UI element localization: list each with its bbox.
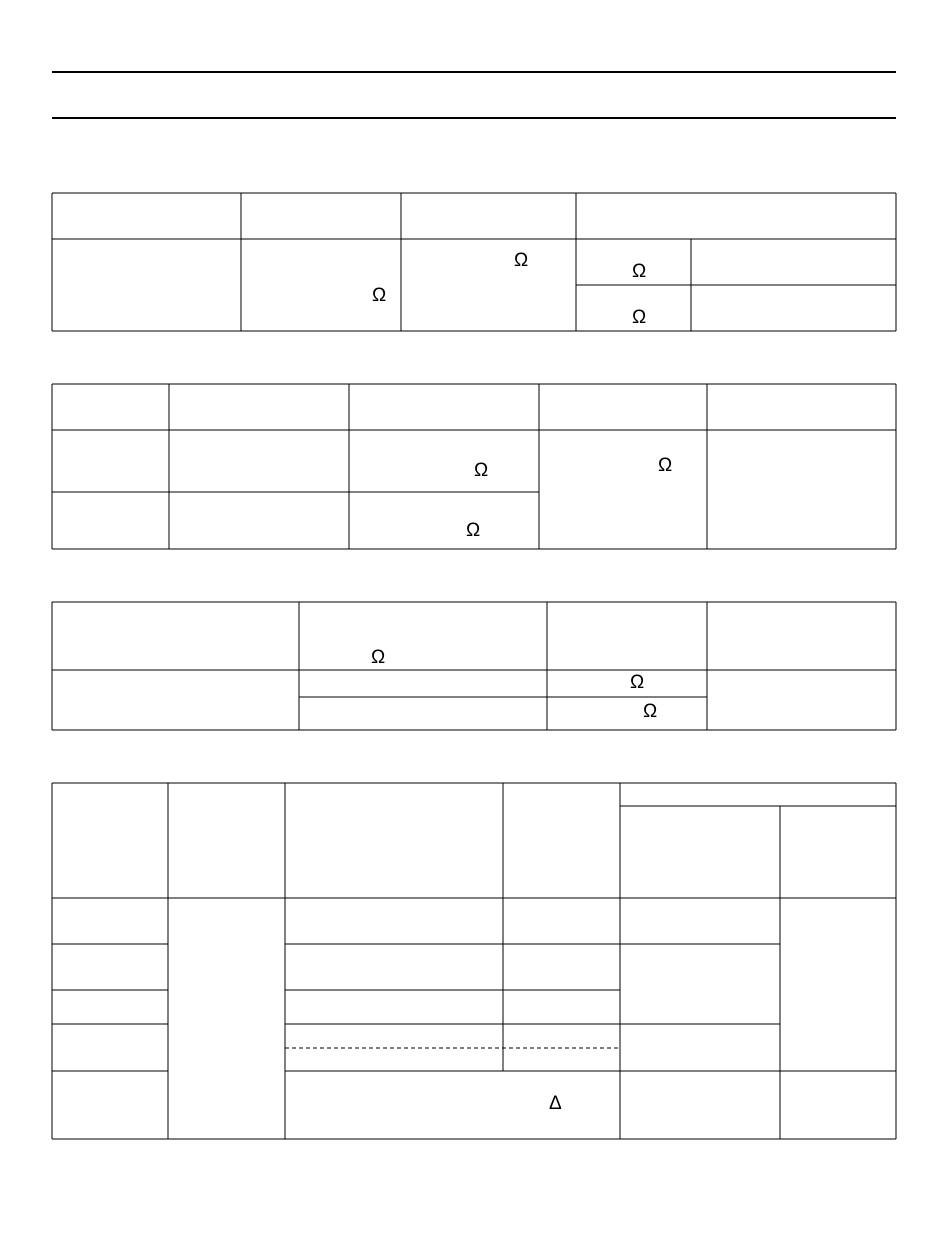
omega-symbol: Ω [474, 460, 489, 481]
omega-symbol: Ω [658, 455, 673, 476]
omega-symbol: Ω [466, 520, 481, 541]
omega-symbol: Ω [643, 701, 658, 722]
omega-symbol: Ω [371, 647, 386, 668]
table-4-grid [52, 783, 896, 1139]
delta-symbol: Δ [549, 1093, 562, 1114]
omega-symbol: Ω [630, 672, 645, 693]
omega-symbol: Ω [632, 307, 647, 328]
table-1-grid [52, 193, 896, 331]
omega-symbol: Ω [372, 285, 387, 306]
table-3-grid [52, 602, 896, 730]
omega-symbol: Ω [632, 261, 647, 282]
omega-symbol: Ω [514, 250, 529, 271]
